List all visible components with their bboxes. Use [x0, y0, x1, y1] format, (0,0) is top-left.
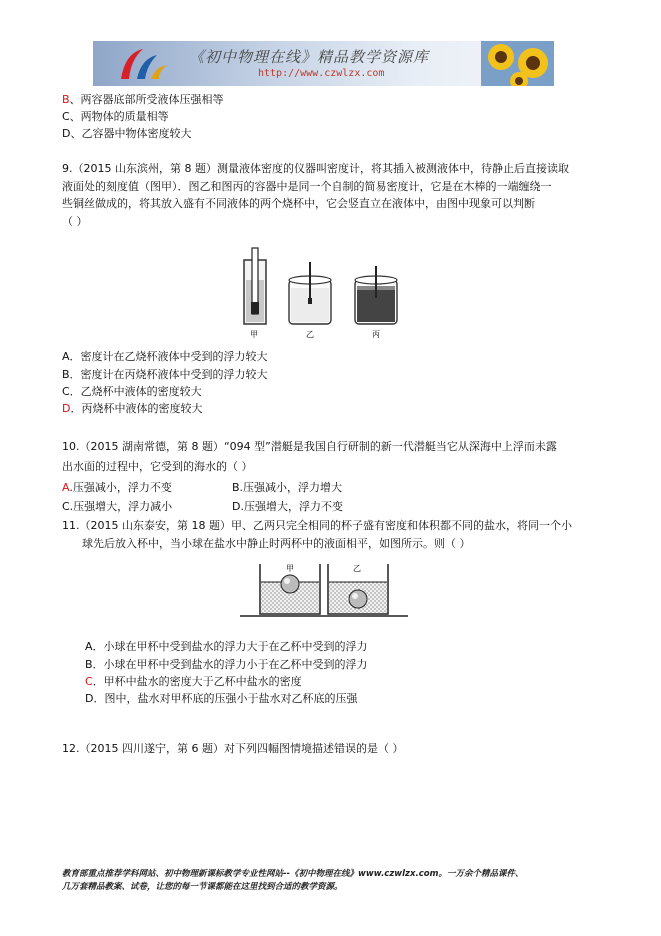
footer-line1: 教育部重点推荐学科网站、初中物理新课标教学专业性网站--《初中物理在线》www.czwlzx.com。一万余个精品课件、	[62, 869, 524, 879]
q10-option-b: B.压强减小，浮力增大	[232, 481, 343, 494]
q9-text-line1: 9.（2015 山东滨州，第 8 题）测量液体密度的仪器叫密度计，将其插入被测液体中，待静止后直接读取	[62, 162, 569, 175]
q9-option-a: A．密度计在乙烧杯液体中受到的浮力较大	[62, 350, 268, 363]
q11-text-line2: 球先后放入杯中，当小球在盐水中静止时两杯中的液面相平，如图所示。则（ ）	[82, 537, 471, 550]
q11-option-d: D．图中，盐水对甲杯底的压强小于盐水对乙杯底的压强	[85, 692, 358, 705]
sunflower-icon	[481, 41, 554, 86]
q11-figure	[240, 558, 408, 622]
q9-option-b: B．密度计在丙烧杯液体中受到的浮力较大	[62, 368, 268, 381]
q9-option-d: D．丙烧杯中液体的密度较大	[62, 402, 203, 415]
q8-option-d: D、乙容器中物体密度较大	[62, 127, 192, 140]
q11-option-c: C．甲杯中盐水的密度大于乙杯中盐水的密度	[85, 675, 302, 688]
header-banner	[93, 41, 554, 86]
q9-option-c: C．乙烧杯中液体的密度较大	[62, 385, 202, 398]
banner-url: http://www.czwlzx.com	[258, 68, 385, 79]
q10-option-d: D.压强增大，浮力不变	[232, 500, 343, 513]
q9-text-line4: （ ）	[62, 215, 88, 228]
q9-figure	[236, 240, 422, 340]
q8-option-b: B、两容器底部所受液体压强相等	[62, 93, 224, 106]
footer-line2: 几万套精品教案、试卷，让您的每一节课都能在这里找到合适的教学资源。	[62, 882, 343, 892]
banner-title: 《初中物理在线》精品教学资源库	[189, 48, 430, 66]
q10-option-c: C.压强增大，浮力减小	[62, 500, 173, 513]
q11-figure-label-jia: 甲	[286, 564, 294, 573]
site-logo-icon	[115, 45, 173, 83]
q11-option-b: B．小球在甲杯中受到盐水的浮力小于在乙杯中受到的浮力	[85, 658, 368, 671]
q9-text-line2: 液面处的刻度值（图甲）．图乙和图丙的容器中是同一个自制的简易密度计，它是在木棒的一端缠绕一	[62, 180, 552, 193]
q12-text-line1: 12.（2015 四川遂宁，第 6 题）对下列四幅图情境描述错误的是（ ）	[62, 742, 404, 755]
q9-figure-label-yi: 乙	[306, 330, 314, 339]
q10-option-a: A.压强减小，浮力不变	[62, 481, 172, 494]
q11-text-line1: 11.（2015 山东泰安，第 18 题）甲、乙两只完全相同的杯子盛有密度和体积都不同的盐水，将同一个小	[62, 519, 572, 532]
q9-figure-label-bing: 丙	[372, 330, 380, 339]
q8-option-c: C、两物体的质量相等	[62, 110, 169, 123]
q11-option-a: A．小球在甲杯中受到盐水的浮力大于在乙杯中受到的浮力	[85, 640, 368, 653]
q9-text-line3: 些铜丝做成的，将其放入盛有不同液体的两个烧杯中，它会竖直立在液体中，由图中现象可以判断	[62, 197, 535, 210]
q11-figure-label-yi: 乙	[353, 564, 361, 573]
q10-text-line2: 出水面的过程中，它受到的海水的（ ）	[62, 460, 253, 473]
q10-text-line1: 10.（2015 湖南常德，第 8 题）“094 型”潜艇是我国自行研制的新一代潜艇当它从深海中上浮而未露	[62, 440, 557, 453]
q9-figure-label-jia: 甲	[250, 330, 258, 339]
